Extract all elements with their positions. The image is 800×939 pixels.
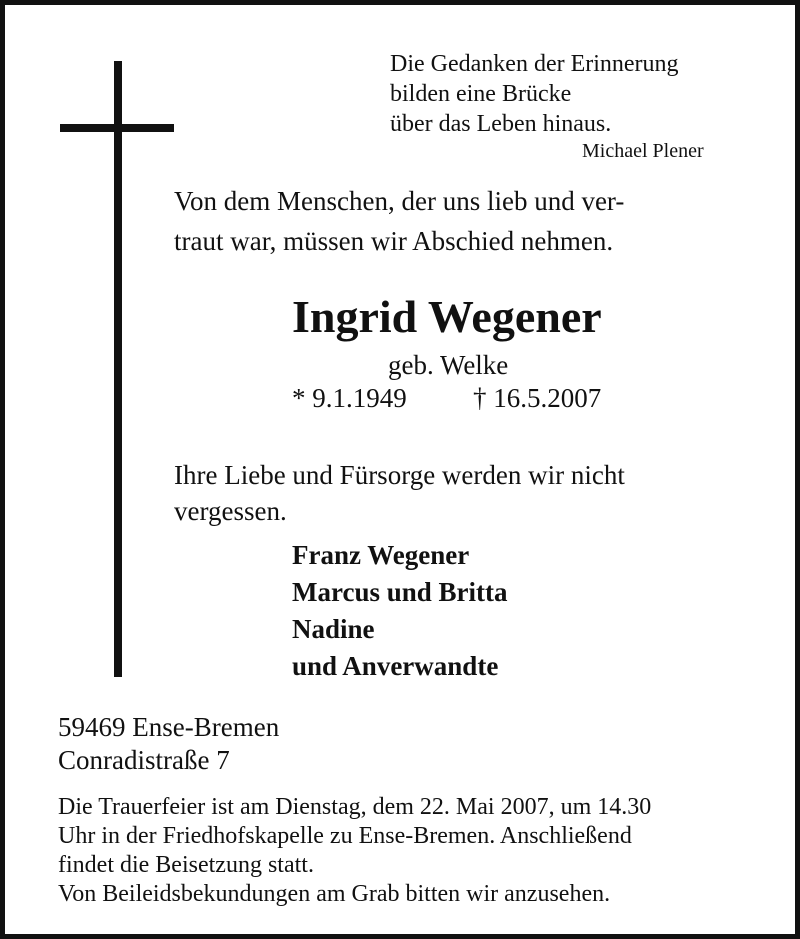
quote-line: bilden eine Brücke	[390, 81, 572, 107]
deceased-name: Ingrid Wegener	[292, 291, 602, 342]
birth-date: * 9.1.1949	[292, 383, 407, 413]
mourner-name: Marcus und Britta	[292, 577, 508, 607]
funeral-line: Von Beileidsbekundungen am Grab bitten wir anzusehen.	[58, 881, 611, 907]
memory-text	[174, 457, 625, 529]
mourner-name: Nadine	[292, 614, 375, 644]
intro-line: Von dem Menschen, der uns lieb und ver-	[174, 186, 625, 216]
address-line: Conradistraße 7	[58, 745, 230, 775]
memory-line: vergessen.	[174, 496, 287, 526]
quote-author: Michael Plener	[582, 140, 704, 162]
intro-line: traut war, müssen wir Abschied nehmen.	[174, 226, 614, 256]
quote-line: Die Gedanken der Erinnerung	[390, 51, 679, 77]
funeral-line: findet die Beisetzung statt.	[58, 852, 314, 878]
mourner-name: Franz Wegener	[292, 540, 470, 570]
address-line: 59469 Ense-Bremen	[58, 712, 280, 742]
maiden-name: geb. Welke	[388, 350, 509, 380]
mourners-list	[292, 537, 508, 685]
address-block	[58, 711, 279, 777]
mourner-name: und Anverwandte	[292, 651, 499, 681]
cross-icon-bar	[60, 124, 174, 132]
memory-line: Ihre Liebe und Fürsorge werden wir nicht	[174, 460, 625, 490]
funeral-notice	[58, 793, 651, 909]
quote-line: über das Leben hinaus.	[390, 111, 612, 137]
intro-text	[174, 181, 624, 261]
death-date: † 16.5.2007	[473, 383, 602, 413]
funeral-line: Uhr in der Friedhofskapelle zu Ense-Bremen. Anschließend	[58, 823, 632, 849]
funeral-line: Die Trauerfeier ist am Dienstag, dem 22. Mai 2007, um 14.30	[58, 794, 652, 820]
memorial-quote	[390, 49, 679, 139]
cross-icon	[114, 61, 122, 677]
